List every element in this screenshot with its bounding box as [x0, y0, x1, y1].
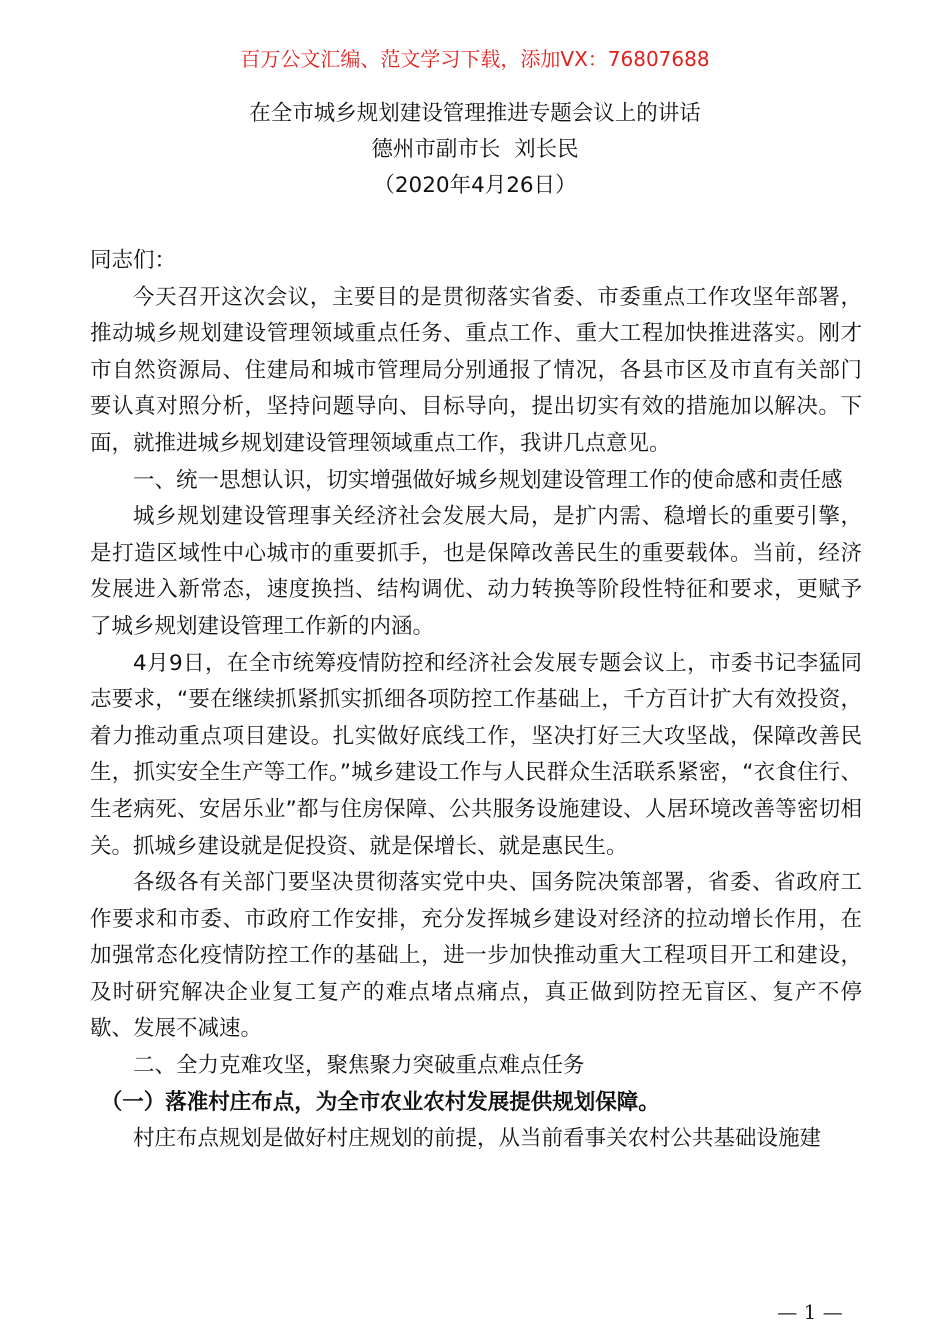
- section-heading-1: 一、统一思想认识，切实增强做好城乡规划建设管理工作的使命感和责任感: [133, 467, 843, 493]
- paragraph: 各级各有关部门要坚决贯彻落实党中央、国务院决策部署，省委、省政府工作要求和市委、市政府工作安排，充分发挥城乡建设对经济的拉动增长作用，在加强常态化疫情防控工作的基础上，进一步加快推动重大工程项目开工和建设，及时研究解决企业复工复产的难点堵点痛点，真正做到防控无盲区、复产不停歇、发展不减速。: [90, 870, 862, 1042]
- paragraph: 4月9日，在全市统筹疫情防控和经济社会发展专题会议上，市委书记李猛同志要求，“要在继续抓紧抓实抓细各项防控工作基础上，千方百计扩大有效投资，着力推动重点项目建设。扎实做好底线工作，坚决打好三大攻坚战，保障改善民生，抓实安全生产等工作。”城乡建设工作与人民群众生活联系紧密，“衣食住行、生老病死、安居乐业”都与住房保障、公共服务设施建设、人居环境改善等密切相关。抓城乡建设就是促投资、就是保增长、就是惠民生。: [90, 650, 862, 859]
- section-heading-2: 二、全力克难攻坚，聚焦聚力突破重点难点任务: [133, 1053, 585, 1079]
- document-title: 在全市城乡规划建设管理推进专题会议上的讲话: [249, 101, 701, 126]
- paragraph-intro: 今天召开这次会议，主要目的是贯彻落实省委、市委重点工作攻坚年部署，推动城乡规划建设管理领域重点任务、重点工作、重大工程加快推进落实。刚才市自然资源局、住建局和城市管理局分别通报了情况，各县市区及市直有关部门要认真对照分析，坚持问题导向、目标导向，提出切实有效的措施加以解决。下面，就推进城乡规划建设管理领域重点工作，我讲几点意见。: [90, 284, 862, 456]
- document-author: 德州市副市长 刘长民: [371, 137, 579, 162]
- subheading-1: （一）落准村庄布点，为全市农业农村发展提供规划保障。: [100, 1089, 660, 1115]
- paragraph: 城乡规划建设管理事关经济社会发展大局，是扩内需、稳增长的重要引擎，是打造区域性中心城市的重要抓手，也是保障改善民生的重要载体。当前，经济发展进入新常态，速度换挡、结构调优、动力转换等阶段性特征和要求，更赋予了城乡规划建设管理工作新的内涵。: [90, 504, 862, 639]
- paragraph: 村庄布点规划是做好村庄规划的前提，从当前看事关农村公共基础设施建: [133, 1126, 822, 1152]
- salutation: 同志们：: [90, 248, 177, 273]
- document-header: [0, 96, 950, 204]
- watermark-banner: 百万公文汇编、范文学习下载，添加VX：76807688: [240, 47, 710, 71]
- page-number: — 1 —: [777, 1300, 843, 1324]
- document-body: [90, 243, 862, 1158]
- document-date: （2020年4月26日）: [373, 173, 577, 198]
